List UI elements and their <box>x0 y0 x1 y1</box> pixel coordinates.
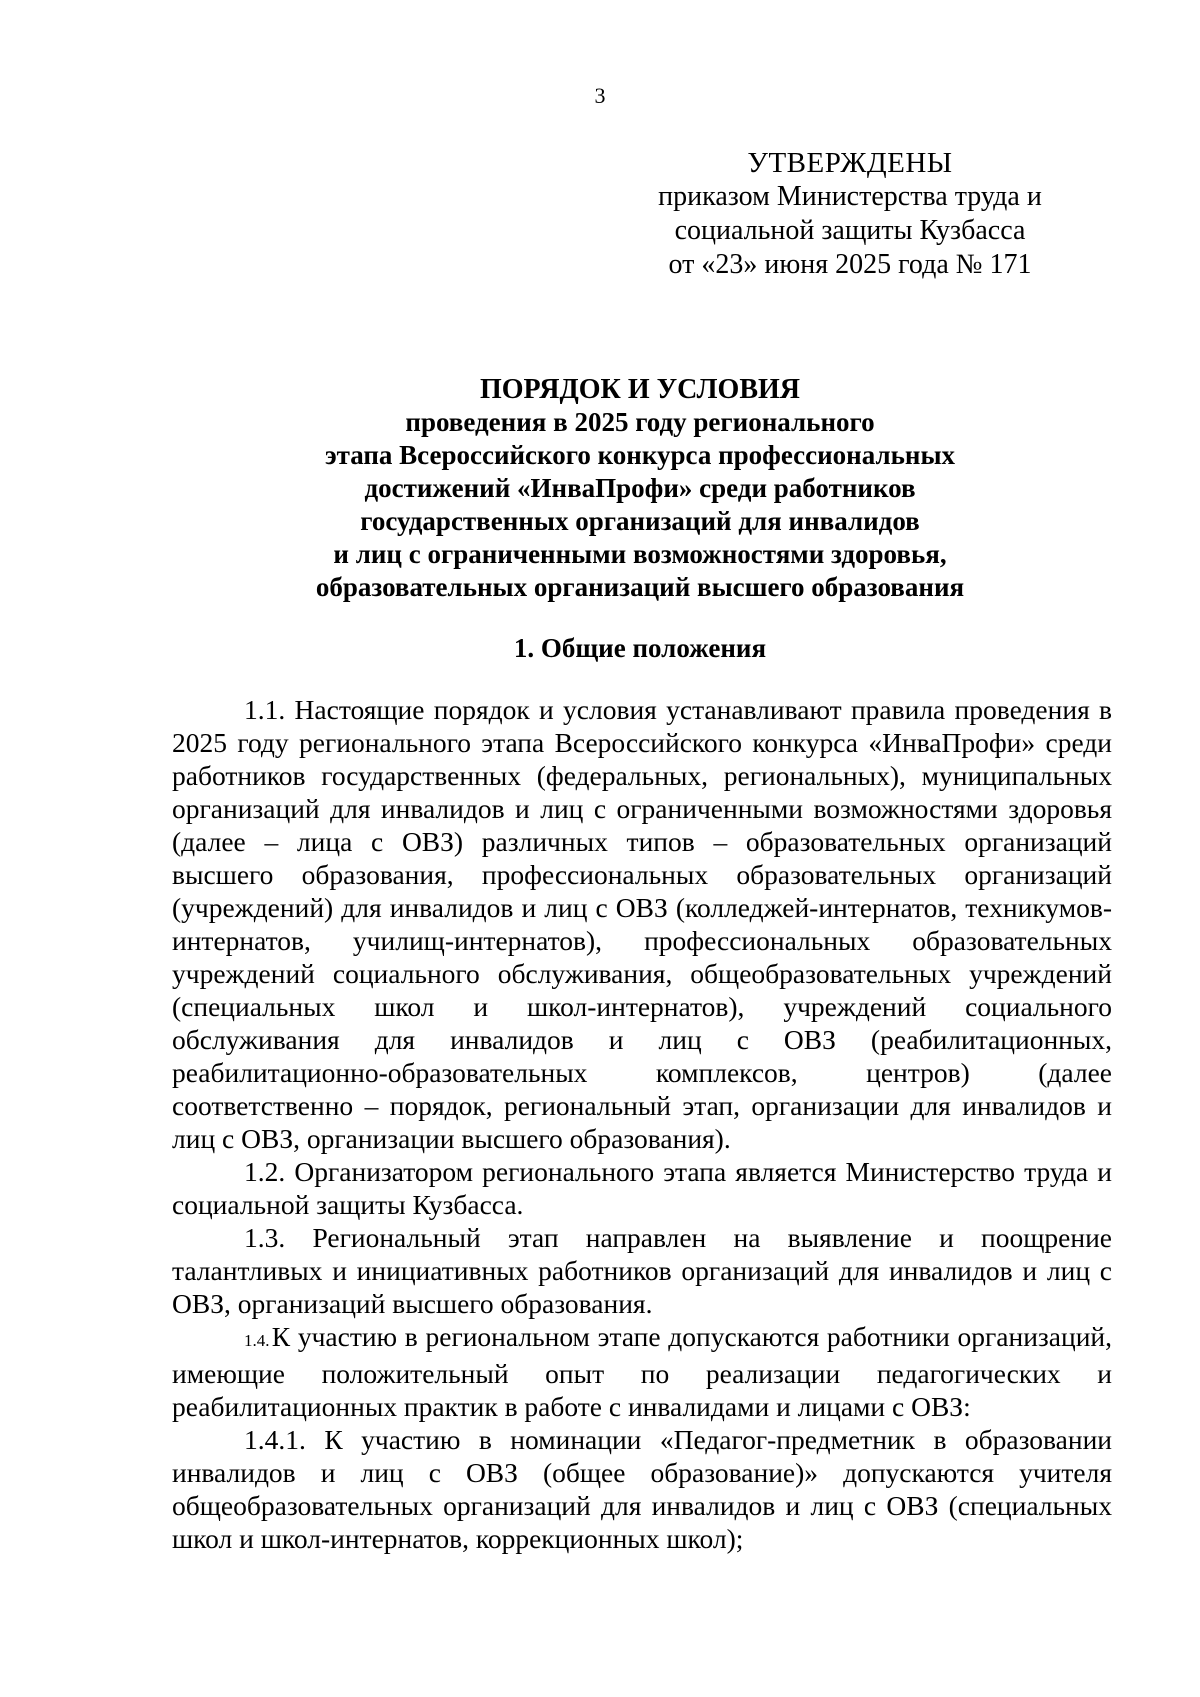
document-title-line: образовательных организаций высшего образования <box>315 572 965 602</box>
approval-line-1: приказом Министерства труда и <box>658 181 1042 212</box>
document-title-line: достижений «ИнваПрофи» среди работников <box>364 473 916 503</box>
document-title-line: и лиц с ограниченными возможностями здоровья, <box>333 539 947 569</box>
paragraph-1-1: 1.1. Настоящие порядок и условия устанавливают правила проведения в 2025 году регионального этапа Всероссийского конкурса «ИнваПрофи» среди работников государственных (федеральных, региональных), муниципальных организаций для инвалидов и лиц с ограниченными возможностями здоровья (далее – лица с ОВЗ) различных типов – образовательных организаций высшего образования, профессиональных образовательных организаций (учреждений) для инвалидов и лиц с ОВЗ (колледжей-интернатов, техникумов-интернатов, училищ-интернатов), профессиональных образовательных учреждений социального обслуживания, общеобразовательных учреждений (специальных школ и школ-интернатов), учреждений социального обслуживания для инвалидов и лиц с ОВЗ (реабилитационных, реабилитационно-образовательных комплексов, центров) (далее соответственно – порядок, региональный этап, организации для инвалидов и лиц с ОВЗ, организации высшего образования). <box>172 694 1112 1154</box>
document-title-line: государственных организаций для инвалидов <box>360 506 920 536</box>
paragraph-1-4-text: К участию в региональном этапе допускаются работники организаций, имеющие положительный опыт по реализации педагогических и реабилитационных практик в работе с инвалидами и лицами с ОВЗ: <box>172 1321 1112 1422</box>
page-number: 3 <box>594 83 606 108</box>
document-title <box>170 373 1110 604</box>
document-title-main: ПОРЯДОК И УСЛОВИЯ <box>479 374 800 405</box>
section-heading: 1. Общие положения <box>513 633 767 663</box>
document-body <box>172 693 1112 1555</box>
document-title-line: проведения в 2025 году регионального <box>405 407 875 437</box>
paragraph-1-4-1: 1.4.1. К участию в номинации «Педагог-предметник в образовании инвалидов и лиц с ОВЗ (общее образование)» допускаются учителя общеобразовательных организаций для инвалидов и лиц с ОВЗ (специальных школ и школ-интернатов, коррекционных школ); <box>172 1424 1112 1554</box>
paragraph-1-3: 1.3. Региональный этап направлен на выявление и поощрение талантливых и инициативных работников организаций для инвалидов и лиц с ОВЗ, организаций высшего образования. <box>172 1222 1112 1319</box>
paragraph-1-2: 1.2. Организатором регионального этапа является Министерство труда и социальной защиты Кузбасса. <box>172 1156 1112 1220</box>
approval-line-2: социальной защиты Кузбасса <box>674 215 1026 246</box>
approval-line-3: от «23» июня 2025 года № 171 <box>668 249 1032 280</box>
paragraph-1-4 <box>172 1320 1112 1423</box>
document-title-line: этапа Всероссийского конкурса профессиональных <box>324 440 956 470</box>
paragraph-1-4-number: 1.4. <box>244 1331 270 1350</box>
approval-title: УТВЕРЖДЕНЫ <box>747 147 953 179</box>
approval-stamp-block <box>640 146 1060 282</box>
